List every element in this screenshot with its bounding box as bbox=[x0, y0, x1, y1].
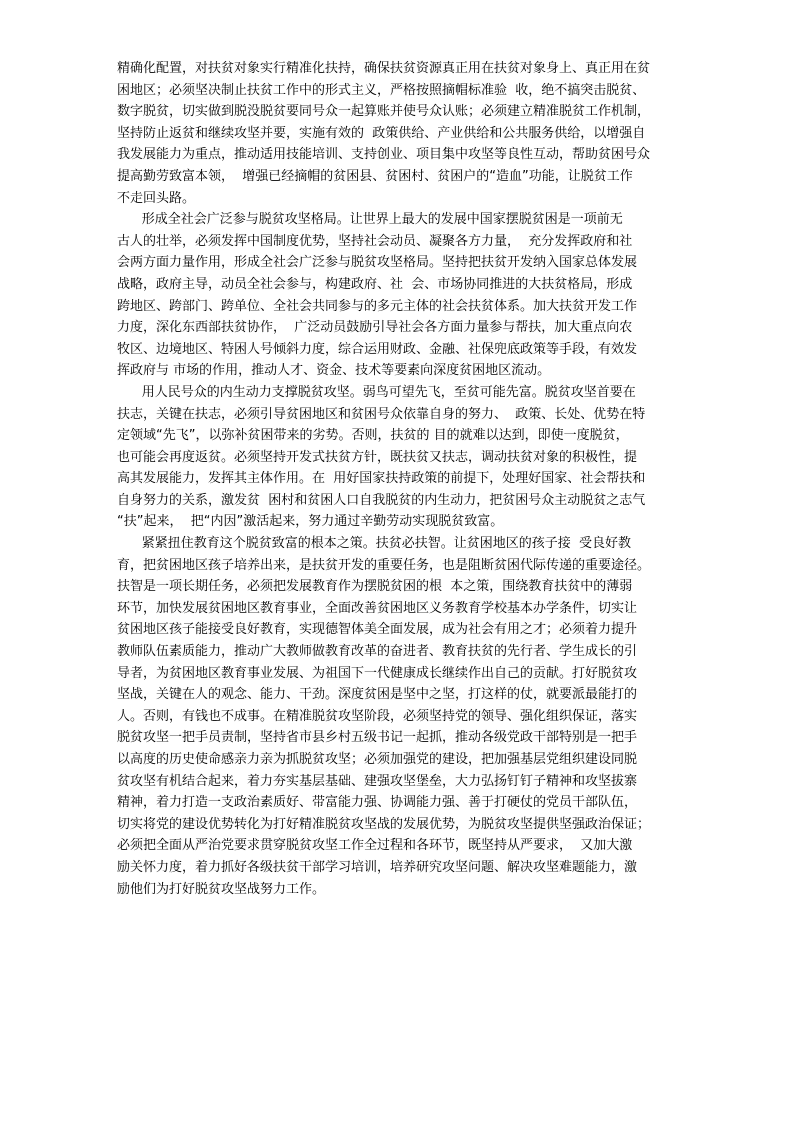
text-line: 古人的壮举，必须发挥中国制度优势，坚持社会动员、凝聚各方力量， 充分发挥政府和社 bbox=[117, 233, 633, 249]
paragraph bbox=[117, 533, 693, 900]
paragraph bbox=[117, 382, 693, 533]
text-line: 扶志，关键在扶志，必须引导贫困地区和贫困号众依靠自身的努力、 政策、长处、优势在特 bbox=[117, 406, 646, 422]
text-line: 跨地区、跨部门、跨单位、全社会共同参与的多元主体的社会扶贫体系。加大扶贫开发工作 bbox=[117, 298, 638, 314]
text-line: 育，把贫困地区孩子培养出来，是扶贫开发的重要任务，也是阻断贫困代际传递的重要途径。 bbox=[117, 557, 651, 573]
paragraph bbox=[117, 58, 693, 209]
text-line: 会两方面力量作用，形成全社会广泛参与脱贫攻坚格局。坚持把扶贫开发纳入国家总体发展 bbox=[117, 255, 638, 271]
text-line: 数字脱贫，切实做到脱没脱贫要同号众一起算账并使号众认账；必须建立精准脱贫工作机制， bbox=[117, 104, 651, 120]
text-line: 贫攻坚有机结合起来，着力夯实基层基础、建强攻坚堡垒，大力弘扬钉钉子精神和攻坚拔寨 bbox=[117, 773, 638, 789]
text-line: 我发展能力为重点，推动适用技能培训、支持创业、项目集中攻坚等良性互动，帮助贫困号众 bbox=[117, 147, 651, 163]
text-line: 挥政府与 市场的作用，推动人才、资金、技术等要素向深度贫困地区流动。 bbox=[117, 363, 551, 379]
text-line: 贫困地区孩子能接受良好教育，实现德智体美全面发展，成为社会有用之才；必须着力提升 bbox=[117, 622, 638, 638]
text-line: 必须把全面从严治党要求贯穿脱贫攻坚工作全过程和各环节，既坚持从严要求， 又加大激 bbox=[117, 838, 633, 854]
text-line: 坚战，关键在人的观念、能力、干劲。深度贫困是坚中之坚，打这样的仗，就要派最能打的 bbox=[117, 687, 638, 703]
text-line: 切实将党的建设优势转化为打好精准脱贫攻坚战的发展优势，为脱贫攻坚提供坚强政治保证； bbox=[117, 816, 651, 832]
text-line: 精确化配置，对扶贫对象实行精准化扶持，确保扶贫资源真正用在扶贫对象身上、真正用在贫 bbox=[117, 61, 651, 76]
text-line: 自身努力的关系，激发贫 困村和贫困人口自我脱贫的内生动力，把贫困号众主动脱贫之志气 bbox=[117, 492, 646, 508]
text-line: 导者，为贫困地区教育事业发展、为祖国下一代健康成长继续作出自己的贡献。打好脱贫攻 bbox=[117, 665, 638, 681]
text-line: 人。否则，有钱也不成事。在精准脱贫攻坚阶段，必须坚持党的领导、强化组织保证，落实 bbox=[117, 708, 638, 724]
text-line: 紧紧扭住教育这个脱贫致富的根本之策。扶贫必扶智。让贫困地区的孩子接 受良好教 bbox=[117, 536, 632, 552]
text-line: 励他们为打好脱贫攻坚战努力工作。 bbox=[117, 881, 326, 897]
text-line: 以高度的历史使命感亲力亲为抓脱贫攻坚；必须加强党的建设，把加强基层党组织建设同脱 bbox=[117, 752, 638, 767]
text-line: 战略，政府主导，动员全社会参与，构建政府、社 会、市场协同推进的大扶贫格局，形成 bbox=[117, 276, 633, 292]
text-line: 牧区、边境地区、特困人号倾斜力度，综合运用财政、金融、社保兜底政策等手段，有效发 bbox=[117, 341, 638, 357]
text-line: 高其发展能力，发挥其主体作用。在 用好国家扶持政策的前提下，处理好国家、社会帮扶和 bbox=[117, 471, 646, 487]
text-line: 用人民号众的内生动力支撑脱贫攻坚。弱鸟可望先飞，至贫可能先富。脱贫攻坚首要在 bbox=[117, 384, 636, 400]
text-line: 提高勤劳致富本领， 增强已经摘帽的贫困县、贫困村、贫困户的“造血”功能，让脱贫工作 bbox=[117, 168, 633, 184]
text-line: 扶智是一项长期任务，必须把发展教育作为摆脱贫困的根 本之策，围绕教育扶贫中的薄弱 bbox=[117, 579, 633, 595]
paragraph bbox=[117, 209, 693, 382]
document-body bbox=[117, 58, 693, 900]
text-line: 力度，深化东西部扶贫协作， 广泛动员鼓励引导社会各方面力量参与帮扶，加大重点向农 bbox=[117, 320, 633, 336]
text-line: 也可能会再度返贫。必须坚持开发式扶贫方针，既扶贫又扶志，调动扶贫对象的积极性，提 bbox=[117, 449, 638, 465]
text-line: 精神，着力打造一支政治素质好、带富能力强、协调能力强、善于打硬仗的党员干部队伍， bbox=[117, 795, 638, 811]
text-line: 定领域“先飞”，以弥补贫困带来的劣势。否则，扶贫的 目的就难以达到，即使一度脱贫， bbox=[117, 428, 629, 444]
text-line: 环节，加快发展贫困地区教育事业，全面改善贫困地区义务教育学校基本办学条件，切实让 bbox=[117, 600, 638, 616]
text-line: 不走回头路。 bbox=[117, 190, 196, 206]
text-line: “扶”起来， 把“内因”激活起来，努力通过辛勤劳动实现脱贫致富。 bbox=[117, 514, 504, 530]
text-line: 坚持防止返贫和继续攻坚并要，实施有效的 政策供给、产业供给和公共服务供给，以增强自 bbox=[117, 125, 646, 141]
text-line: 脱贫攻坚一把手员责制，坚持省市县乡村五级书记一起抓，推动各级党政干部特别是一把手 bbox=[117, 730, 638, 746]
text-line: 困地区；必须坚决制止扶贫工作中的形式主义，严格按照摘帽标准验 收，绝不搞突击脱贫、 bbox=[117, 82, 646, 98]
text-line: 励关怀力度，着力抓好各级扶贫干部学习培训，培养研究攻坚问题、解决攻坚难题能力，激 bbox=[117, 859, 638, 875]
text-line: 教师队伍素质能力，推动广大教师做教育改革的奋进者、教育扶贫的先行者、学生成长的引 bbox=[117, 644, 638, 660]
text-line: 形成全社会广泛参与脱贫攻坚格局。让世界上最大的发展中国家摆脱贫困是一项前无 bbox=[117, 212, 623, 228]
